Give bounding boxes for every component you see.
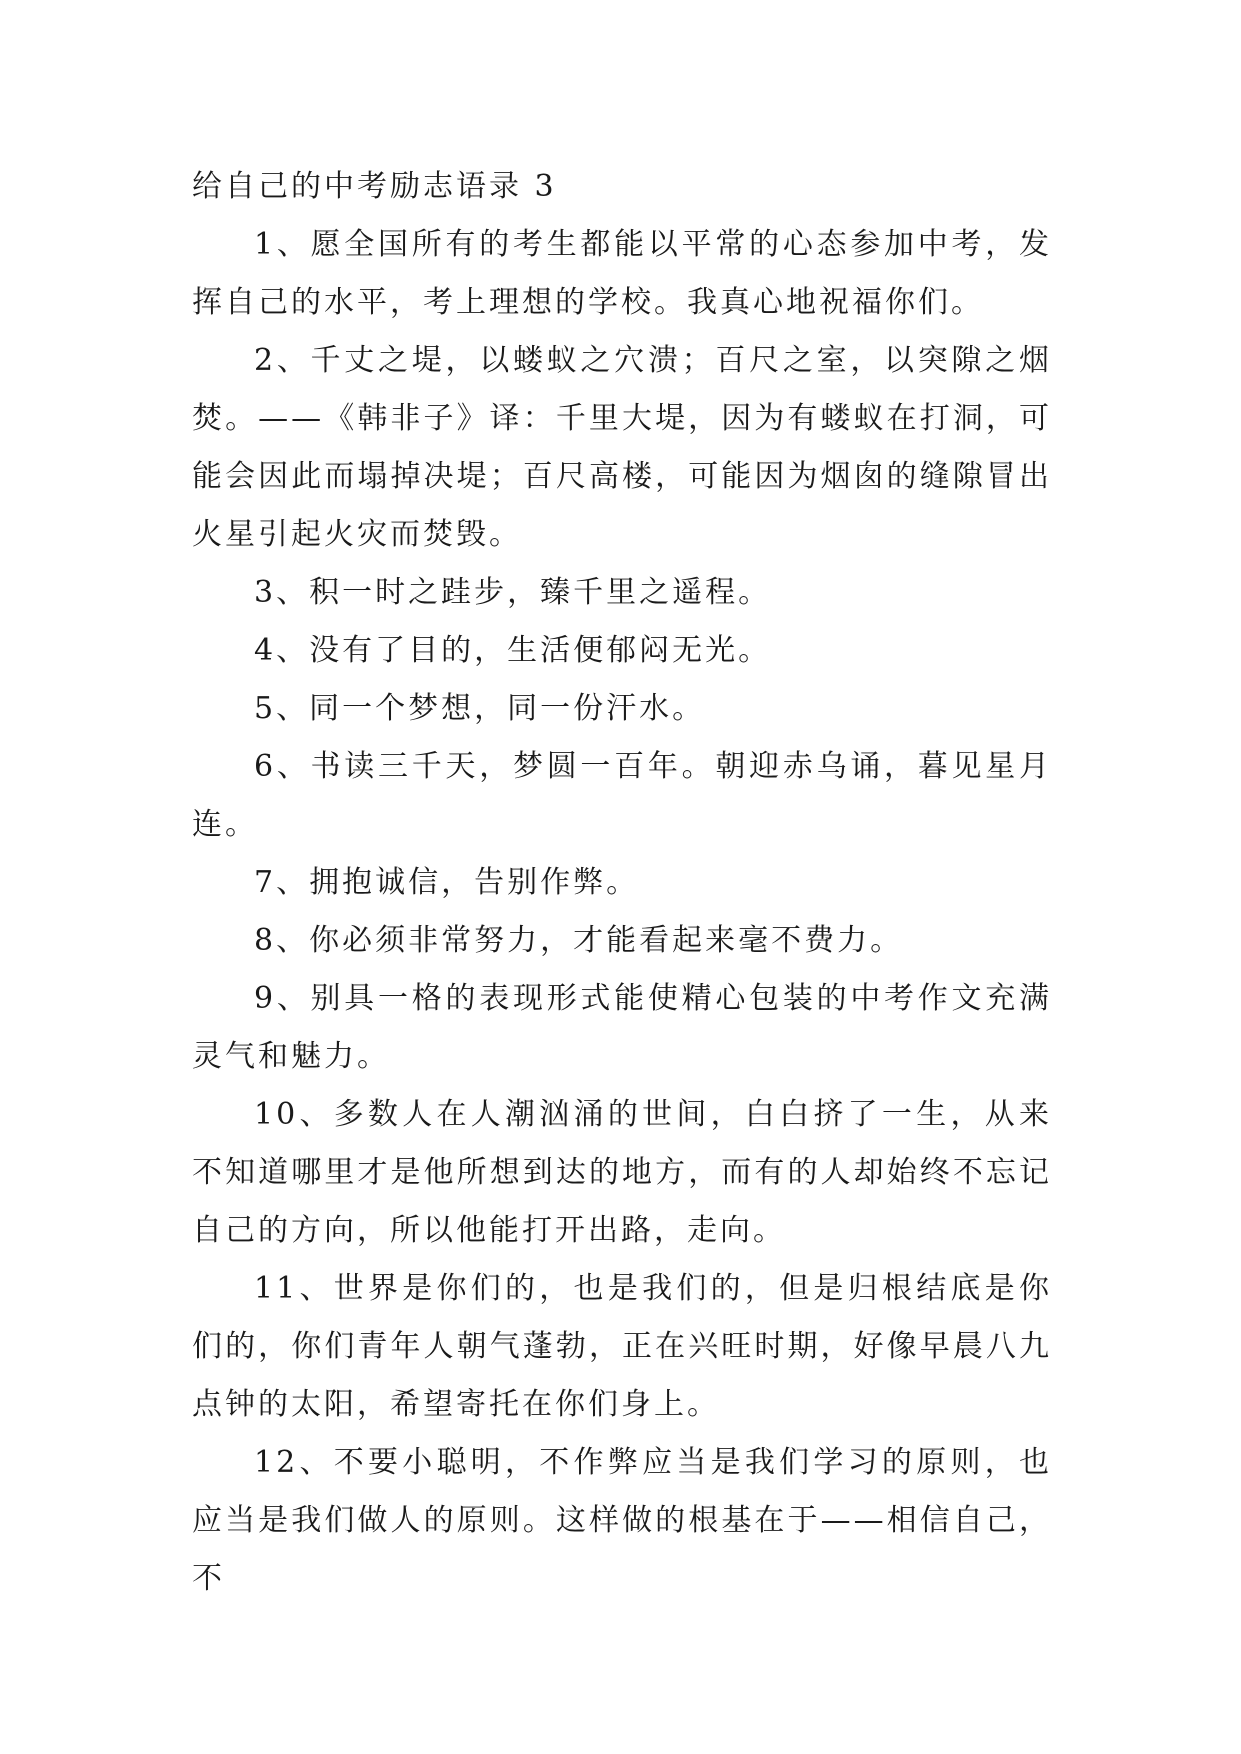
quote-paragraph-5: 5、同一个梦想，同一份汗水。 <box>254 691 706 726</box>
quote-paragraph-3: 3、积一时之跬步，臻千里之遥程。 <box>254 575 772 610</box>
quote-paragraph-2: 2、千丈之堤，以蝼蚁之穴溃；百尺之室，以突隙之烟焚。——《韩非子》译：千里大堤，因为有蝼蚁在打洞，可能会因此而塌掉决堤；百尺高楼，可能因为烟囱的缝隙冒出火星引起火灾而焚毁。 <box>192 343 1052 552</box>
document-page <box>192 158 1052 1608</box>
quote-paragraph-8: 8、你必须非常努力，才能看起来毫不费力。 <box>254 923 904 958</box>
quote-paragraph-9: 9、别具一格的表现形式能使精心包装的中考作文充满灵气和魅力。 <box>192 981 1052 1074</box>
quote-paragraph-1: 1、愿全国所有的考生都能以平常的心态参加中考，发挥自己的水平，考上理想的学校。我真心地祝福你们。 <box>192 227 1052 320</box>
document-title: 给自己的中考励志语录 3 <box>192 169 557 204</box>
quote-paragraph-4: 4、没有了目的，生活便郁闷无光。 <box>254 633 772 668</box>
quote-paragraph-11: 11、世界是你们的，也是我们的，但是归根结底是你们的，你们青年人朝气蓬勃，正在兴旺时期，好像早晨八九点钟的太阳，希望寄托在你们身上。 <box>192 1271 1052 1422</box>
quote-paragraph-12: 12、不要小聪明，不作弊应当是我们学习的原则，也应当是我们做人的原则。这样做的根基在于——相信自己，不 <box>192 1445 1052 1596</box>
quote-paragraph-6: 6、书读三千天，梦圆一百年。朝迎赤乌诵，暮见星月连。 <box>192 749 1052 842</box>
quote-paragraph-10: 10、多数人在人潮汹涌的世间，白白挤了一生，从来不知道哪里才是他所想到达的地方，而有的人却始终不忘记自己的方向，所以他能打开出路，走向。 <box>192 1097 1052 1248</box>
quote-paragraph-7: 7、拥抱诚信，告别作弊。 <box>254 865 640 900</box>
